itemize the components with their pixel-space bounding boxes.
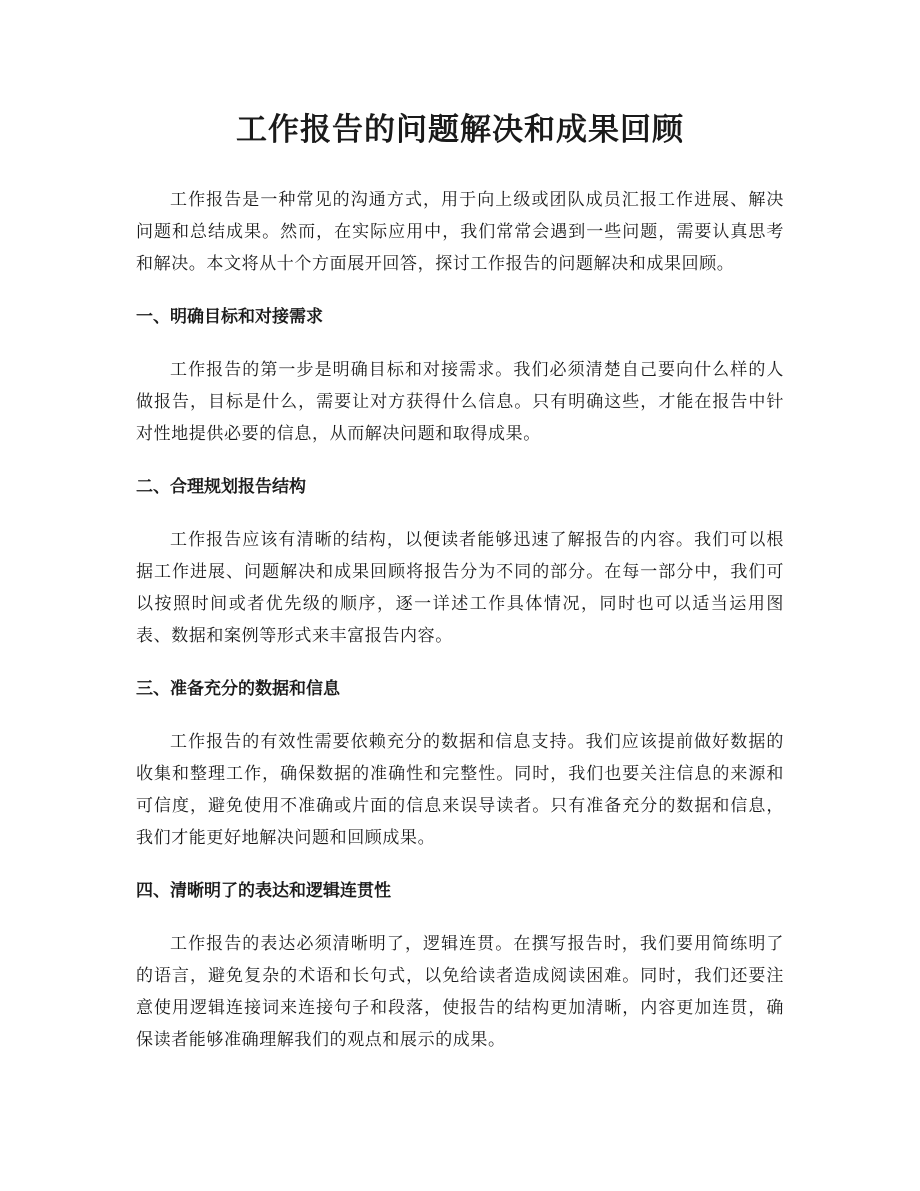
section-paragraph-2: 工作报告应该有清晰的结构，以便读者能够迅速了解报告的内容。我们可以根据工作进展、问题解决和成果回顾将报告分为不同的部分。在每一部分中，我们可以按照时间或者优先级的顺序，逐一详述工作具体情况，同时也可以适当运用图表、数据和案例等形式来丰富报告内容。 [136, 530, 784, 646]
document-title: 工作报告的问题解决和成果回顾 [236, 112, 684, 148]
section-heading-1: 一、明确目标和对接需求 [136, 307, 323, 327]
intro-paragraph: 工作报告是一种常见的沟通方式，用于向上级或团队成员汇报工作进展、解决问题和总结成果。然而，在实际应用中，我们常常会遇到一些问题，需要认真思考和解决。本文将从十个方面展开回答，探讨工作报告的问题解决和成果回顾。 [136, 190, 784, 274]
section-paragraph-4: 工作报告的表达必须清晰明了，逻辑连贯。在撰写报告时，我们要用简练明了的语言，避免复杂的术语和长句式，以免给读者造成阅读困难。同时，我们还要注意使用逻辑连接词来连接句子和段落，使报告的结构更加清晰，内容更加连贯，确保读者能够准确理解我们的观点和展示的成果。 [136, 934, 784, 1050]
section-paragraph-1: 工作报告的第一步是明确目标和对接需求。我们必须清楚自己要向什么样的人做报告，目标是什么，需要让对方获得什么信息。只有明确这些，才能在报告中针对性地提供必要的信息，从而解决问题和取得成果。 [136, 360, 784, 444]
document-body [136, 184, 784, 1056]
section-heading-4: 四、清晰明了的表达和逻辑连贯性 [136, 881, 391, 901]
section-heading-3: 三、准备充分的数据和信息 [136, 679, 340, 699]
section-heading-2: 二、合理规划报告结构 [136, 477, 306, 497]
section-paragraph-3: 工作报告的有效性需要依赖充分的数据和信息支持。我们应该提前做好数据的收集和整理工作，确保数据的准确性和完整性。同时，我们也要关注信息的来源和可信度，避免使用不准确或片面的信息来误导读者。只有准备充分的数据和信息，我们才能更好地解决问题和回顾成果。 [136, 732, 784, 848]
